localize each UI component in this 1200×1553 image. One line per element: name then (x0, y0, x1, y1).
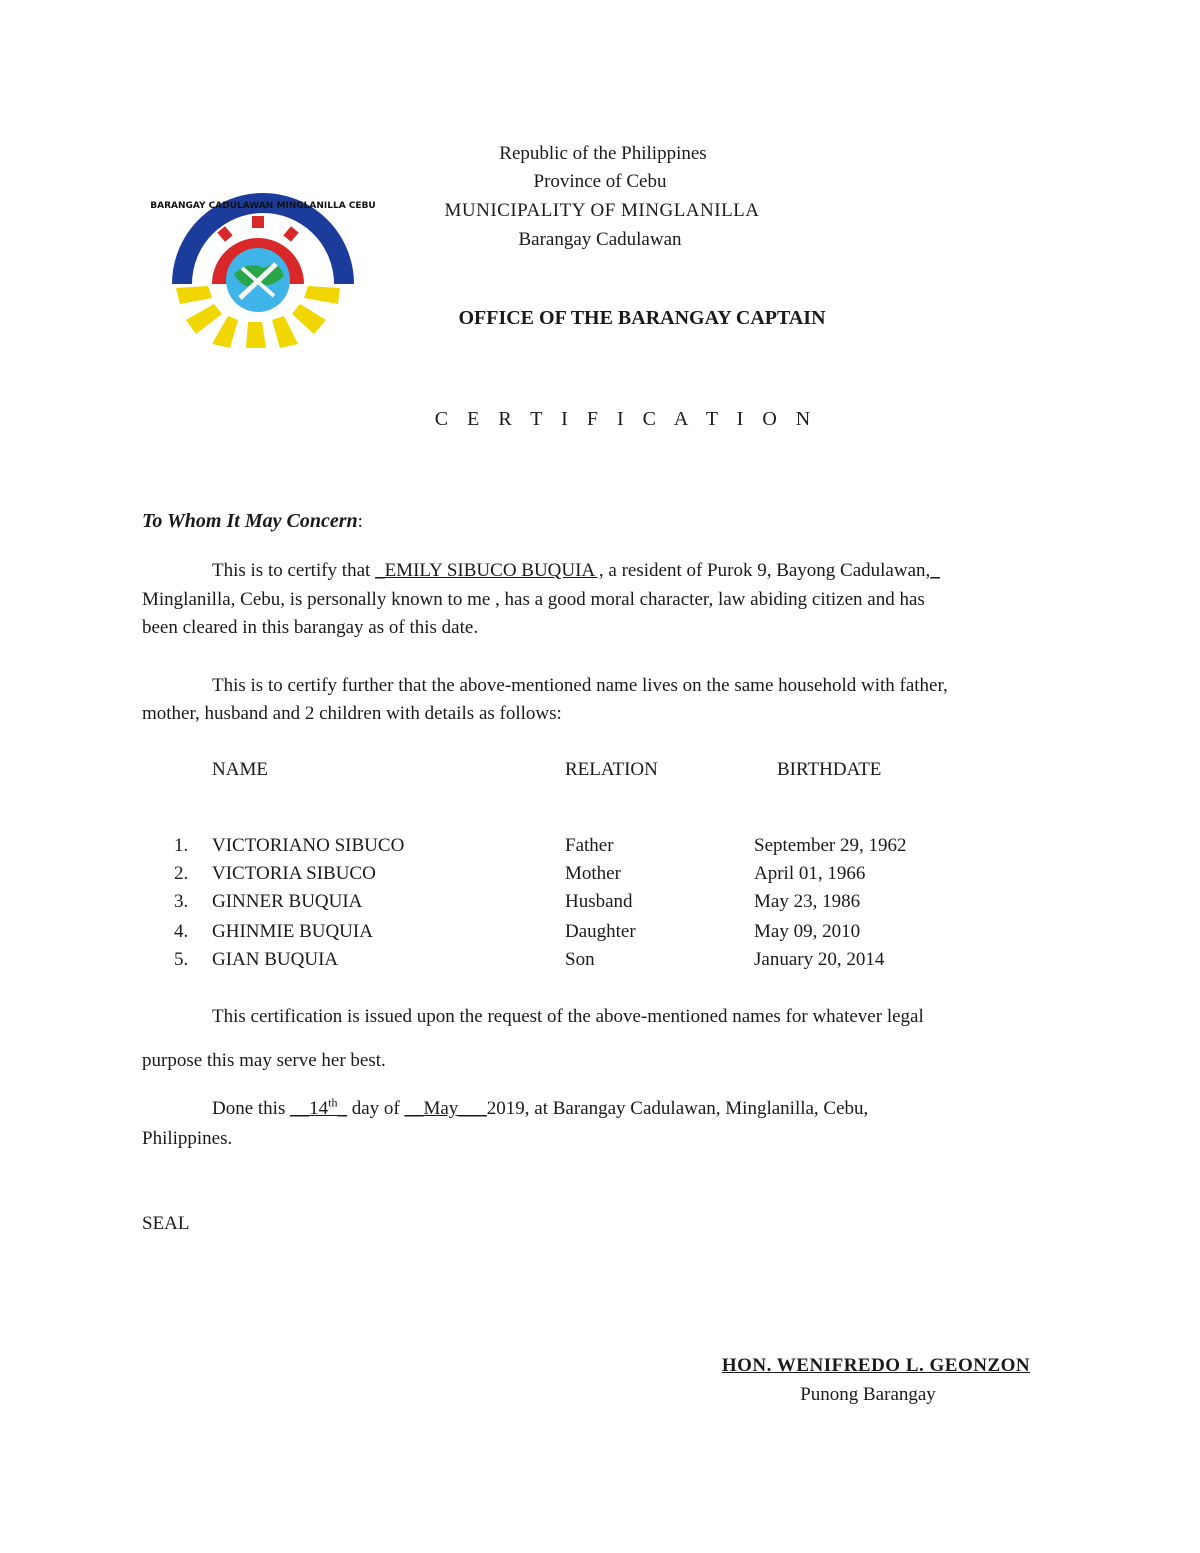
day-suffix: th (328, 1095, 338, 1110)
header-municipality: MUNICIPALITY OF MINGLANILLA (444, 200, 760, 221)
office-title: OFFICE OF THE BARANGAY CAPTAIN (458, 307, 826, 329)
row-birthdate: January 20, 2014 (754, 949, 885, 970)
para4-prefix: Done this (212, 1098, 291, 1119)
row-number: 1. (174, 835, 189, 856)
row-name: GINNER BUQUIA (212, 891, 363, 912)
row-relation: Father (565, 835, 614, 856)
svg-text:BARANGAY CADULAWAN MINGLANILLA: BARANGAY CADULAWAN MINGLANILLA CEBU (150, 201, 376, 211)
para4-line2: Philippines. (142, 1128, 233, 1149)
row-relation: Son (565, 949, 595, 970)
para3-line2: purpose this may serve her best. (142, 1050, 386, 1071)
para1-line3: been cleared in this barangay as of this date. (142, 617, 479, 638)
para4-line1 (212, 1095, 869, 1120)
day-field (290, 1095, 347, 1119)
greeting-text: To Whom It May Concern (142, 510, 358, 532)
signatory-name: HON. WENIFREDO L. GEONZON (721, 1355, 1031, 1376)
header-barangay: Barangay Cadulawan (518, 229, 682, 250)
certified-name: _EMILY SIBUCO BUQUIA , (375, 560, 604, 581)
seal-label: SEAL (142, 1213, 190, 1234)
month-field: __May___ (404, 1098, 487, 1119)
row-number: 5. (174, 949, 189, 970)
greeting-colon: : (357, 511, 363, 532)
signatory-position: Punong Barangay (800, 1384, 936, 1405)
para4-mid: day of (346, 1098, 405, 1119)
day-value: __14 (290, 1098, 329, 1119)
para4-suffix: 2019, at Barangay Cadulawan, Minglanilla, Cebu, (486, 1098, 869, 1119)
row-number: 3. (174, 891, 189, 912)
para1-prefix: This is to certify that (212, 560, 376, 581)
row-birthdate: September 29, 1962 (754, 835, 907, 856)
row-name: GIAN BUQUIA (212, 949, 339, 970)
barangay-seal-logo (150, 188, 376, 348)
row-relation: Daughter (565, 921, 636, 942)
para2-line1: This is to certify further that the above-mentioned name lives on the same household with father, (212, 675, 948, 696)
para2-line2: mother, husband and 2 children with details as follows: (142, 703, 562, 724)
col-header-name: NAME (212, 759, 268, 780)
col-header-birthdate: BIRTHDATE (777, 759, 882, 780)
row-relation: Husband (565, 891, 633, 912)
row-name: GHINMIE BUQUIA (212, 921, 373, 942)
row-relation: Mother (565, 863, 621, 884)
row-birthdate: May 23, 1986 (754, 891, 861, 912)
para1-line2: Minglanilla, Cebu, is personally known to me , has a good moral character, law abiding citizen and has (142, 589, 925, 610)
row-birthdate: April 01, 1966 (754, 863, 866, 884)
para1-mid: a resident of Purok 9, Bayong Cadulawan, (603, 560, 931, 581)
day-tail: _ (337, 1098, 347, 1119)
greeting (142, 510, 363, 533)
row-name: VICTORIA SIBUCO (212, 863, 376, 884)
row-number: 2. (174, 863, 189, 884)
para3-line1: This certification is issued upon the request of the above-mentioned names for whatever legal (212, 1006, 924, 1027)
para1-blank: _ (930, 560, 940, 581)
col-header-relation: RELATION (565, 759, 658, 780)
document-title: C E R T I F I C A T I O N (434, 408, 818, 430)
para1-line1 (212, 560, 940, 582)
header-republic: Republic of the Philippines (499, 143, 707, 164)
row-number: 4. (174, 921, 189, 942)
row-name: VICTORIANO SIBUCO (212, 835, 405, 856)
header-province: Province of Cebu (533, 171, 667, 192)
row-birthdate: May 09, 2010 (754, 921, 861, 942)
